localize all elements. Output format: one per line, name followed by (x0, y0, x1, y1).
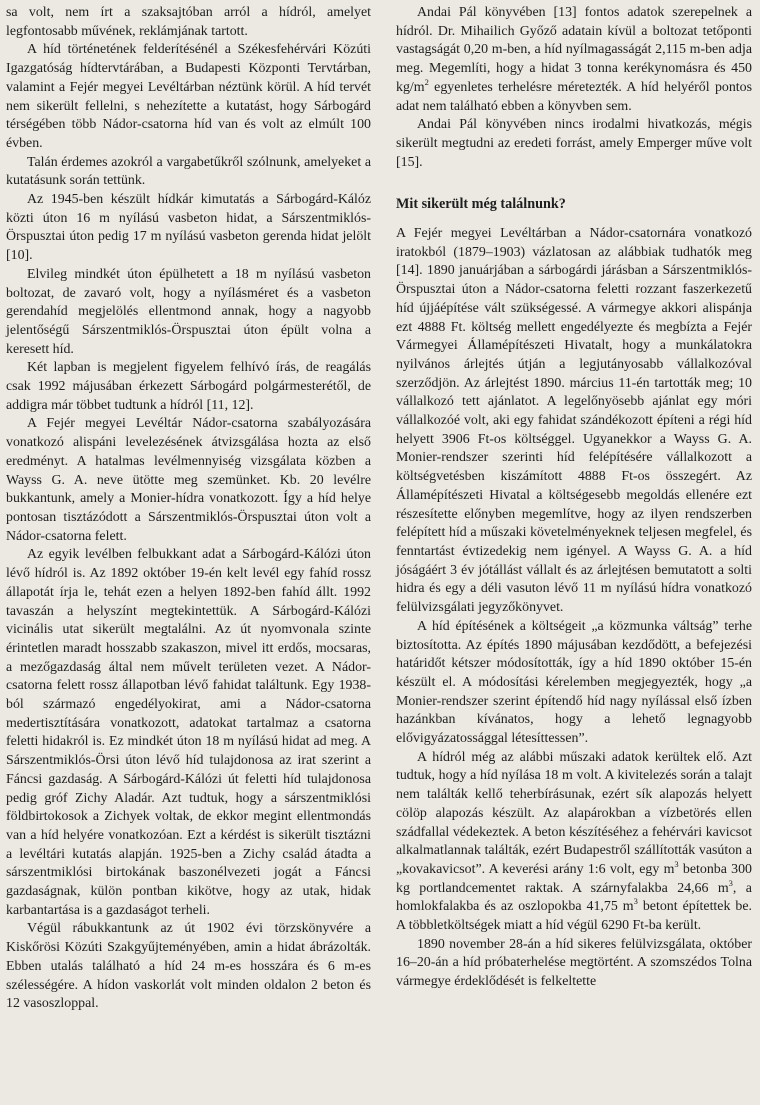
paragraph: A Fejér megyei Levéltárban a Nádor-csatornára vonatkozó iratokból (1879–1903) vázlatosan az alábbiak tudhatók meg [14]. 1890 januárjában a sárbogárdi járásban a Sárszentmiklós-Örspusztai úton a Nádor-csatorna feletti rozzant faszerkezetű híd újjáépítése vált szükségessé. A vármegye akkori alispánja ezt 4888 Ft. költség mellett engedélyezte és megbízta a Fejér Vármegyei Államépítészeti Hivatalt, hogy a munkálatokra nyilvános árlejtés útján a legjutányosabb vállalkozóval szerződjön. Az árlejtést 1890. március 11-én tartották meg; 10 vállalkozó tett ajánlatot. A legelőnyösebb ajánlat egy móri vállalkozóé volt, aki egy fahidat szándékozott építeni a régi híd helyett 3906 Ft-os költséggel. Ugyanekkor a Wayss G. A. Monier-rendszer szerinti híd felépítésére vállalkozott a költségvetésben kiszámított 4888 Ft-os összegért. Az Államépítészeti Hivatal a költségesebb megoldás ellenére ezt részesítette előnyben megemlítve, hogy az ilyen rendszerben felépített híd a műszaki követelményeknek teljesen megfelel, és fenntartást évtizedekig nem igényel. A Wayss G. A. a híd jóságáért 3 év jótállást vállalt és az árlejtésen bemutatott a solti hidra és egy a déli vasuton lévő 11 m nyílású hídra vonatkozó felülvizsgálati jegyzőkönyvet. (396, 226, 752, 616)
superscript: 3 (674, 858, 679, 869)
paragraph: sa volt, nem írt a szaksajtóban arról a hídról, amelyet legfontosabb művének, reklámjának tartott. (6, 5, 371, 39)
paragraph: Az egyik levélben felbukkant adat a Sárbogárd-Kálózi úton lévő hídról is. Az 1892 október 19-én kelt levél egy fahíd rossz állapotát írja le, tehát ezen a helyen 1892-ben fahíd állt. 1992 tavaszán a helyszínt megtekintettük. A Sárbogárd-Kálózi vicinális utat sikerült megtalálni. Az út nyomvonala szinte érintetlen maradt hosszabb szakaszon, mivel itt erdős, mocsaras, a mezőgazdaság által nem művelt területen vezet. A Nádor-csatorna felett rossz állapotban lévő fahidat találtunk. Egy 1938-ból származó engedélyokirat, ami a Nádor-csatorna medertisztítására vonatkozott, adatokat tartalmaz a csatorna feletti hidakról is. Ez mindkét úton 18 m nyílású hidat ad meg. A Sárszentmiklós-Örsi úton lévő híd tulajdonosa az irat szerint a Fáncsi gazdaság. A Sárbogárd-Kálózi út feletti híd tulajdonosa pedig gróf Zichy Aladár. Azt tudtuk, hogy a sárszentmiklósi földbirtokosok a Zichyek voltak, de ekkor megint ellentmondás van a híd helyére vonatkozóan. Ezt a kérdést is sikerült tisztázni a levéltári kutatás alapján. 1925-ben a Zichy család átadta a sárszentmiklósi birtokának baszonélvezeti jogát a Fáncsi gazdaságnak, külön pontban kikötve, hogy az utak, hidak karbantartása is a gazdaságot terheli. (6, 547, 371, 918)
section-spacer (396, 214, 752, 225)
paragraph: Végül rábukkantunk az út 1902 évi törzskönyvére a Kiskőrösi Közúti Szakgyűjteményében, amin a hidat ábrázolták. Ebben utalás található a híd 24 m-es hosszára és 6 m-es szélességére. A hídon vaskorlát volt minden oldalon 2 beton és 12 vasoszloppal. (6, 921, 371, 1012)
paragraph-text: egyenletes terhelésre méretezték. A híd helyéről pontos adat nem található ebben a könyvben sem. (396, 79, 752, 114)
paragraph: Az 1945-ben készült hídkár kimutatás a Sárbogárd-Kálóz közti úton 16 m nyílású vasbeton hidat, a Sárszentmiklós-Örspusztai úton pedig 17 m nyílású vasbeton gerenda hidat jelölt [10]. (6, 192, 371, 264)
paragraph: Talán érdemes azokról a vargabetűkről szólnunk, amelyeket a kutatásunk során tettünk. (6, 154, 371, 189)
paragraph (396, 4, 752, 116)
section-heading: Mit sikerült még találnunk? (396, 196, 566, 213)
paragraph: Andai Pál könyvében nincs irodalmi hivatkozás, mégis sikerült megtudni az eredeti forrást, amely Emperger műve volt [15]. (396, 117, 752, 170)
right-column (396, 4, 752, 992)
paragraph-text: betont építettek be. A többletköltségek miatt a híd végül 6290 Ft-ba került. (396, 899, 752, 934)
paragraph-text: betonba 300 kg portlandcementet raktak. A szárnyfalakba 24,66 m (396, 861, 752, 896)
paragraph: 1890 november 28-án a híd sikeres felülvizsgálata, október 16–20-án a híd próbaterhelése megtörtént. A szomszédos Tolna vármegye érdeklődését is felkeltette (396, 936, 752, 990)
section-spacer (396, 172, 752, 195)
left-column (6, 4, 371, 1014)
superscript: 2 (424, 76, 429, 87)
paragraph (396, 749, 752, 936)
paragraph: Elvileg mindkét úton épülhetett a 18 m nyílású vasbeton boltozat, de zavaró volt, hogy a nyílásméret és a vasbeton gerendahíd megjelölés ellentmond annak, hogy a nagyobb jelentőségű Sárszentmiklós-Örspusztai úton épült volna a keresett híd. (6, 266, 371, 357)
paragraph-text: , a homlokfalakba és az oszlopokba 41,75 m (396, 880, 752, 915)
superscript: 3 (728, 877, 733, 888)
paragraph: A Fejér megyei Levéltár Nádor-csatorna szabályozására vonatkozó alispáni levelezésének átvizsgálása hozta az első eredményt. A hatalmas levélmennyiség vizsgálata közben a Wayss G. A. neve ütötte meg szemünket. Kb. 20 levélre bukkantunk, amely a Monier-hídra vonatkozott. Így a híd helye pontosan tisztázódott a Sárszentmiklós-Örspusztai úton volt a Nádor-csatorna felett. (6, 416, 371, 544)
paragraph: Két lapban is megjelent figyelem felhívó írás, de reagálás csak 1992 májusában érkezett Sárbogárd polgármesterétől, de addigra már többet tudtunk a hídról [11, 12]. (6, 360, 371, 413)
paragraph: A híd történetének felderítésénél a Székesfehérvári Közúti Igazgatóság hídtervtárában, a Budapesti Központi Tervtárban, valamint a Fejér megyei Levéltárban néztünk körül. A híd tervét nem sikerült fellelni, s nehezítette a kutatást, hogy Sárbogárd térségében több Nádor-csatorna híd van és volt az elmúlt 100 évben. (6, 42, 371, 151)
paragraph-text: A hídról még az alábbi műszaki adatok kerültek elő. Azt tudtuk, hogy a híd nyílása 18 m volt. A kivitelezés során a talajt nem találták kellő teherbírásunak, ezért sík alapozás helyett cölöp alapozás készült. Az alapárokban a vízbetörés ellen szádfallal védekeztek. A beton készítéséhez a fehérvári kavicsot alkalmatlannak találták, ezért Budapestről szállították vasúton a „kovakavicsot”. A keverési arány 1:6 volt, egy m (396, 749, 752, 877)
paragraph-text: Andai Pál könyvében [13] fontos adatok szerepelnek a hídról. Dr. Mihailich Győző adatain kívül a boltozat tetőponti vastagságát 0,20 m-ben, a híd nyílmagasságát 2,115 m-ben adja meg. Megemlíti, hogy a hidat 3 tonna kerékynomásra és 450 kg/m (396, 5, 752, 95)
superscript: 3 (633, 896, 638, 907)
paragraph: A híd építésének a költségeit „a közmunka váltság” terhe biztosította. Az építés 1890 májusában kezdődött, a befejezési határidőt kétszer módosították, így a híd 1890 október 15-én készült el. A módosítási kérelemben megjegyezték, hogy „a Monier-rendszer szerint építendő híd nagy nyílással első ízben hazánkban kívánatos, hogy a lehető legnagyobb elővigyázatossággal létesíttessen”. (396, 618, 752, 747)
